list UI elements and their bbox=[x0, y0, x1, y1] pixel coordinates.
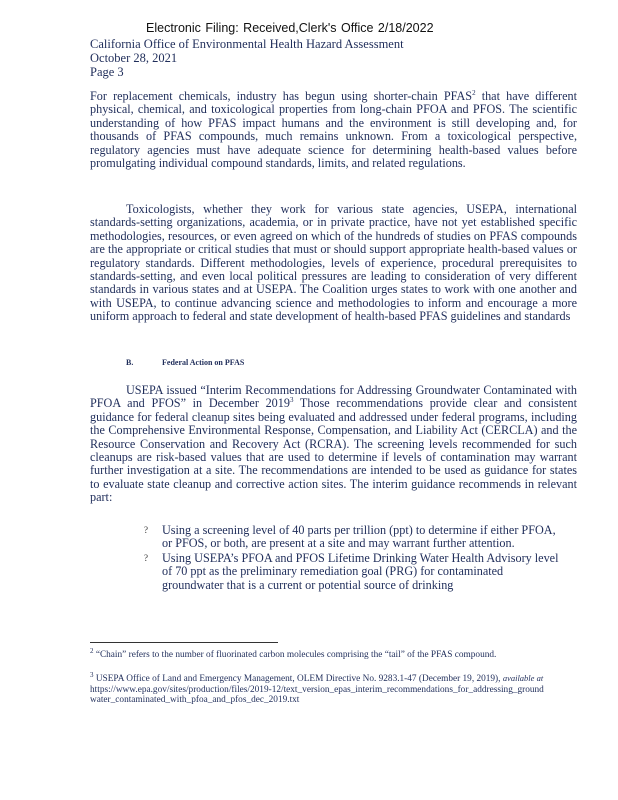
paragraph-text: USEPA issued “Interim Recommendations for Addressing Groundwater Contaminated with PFOA and PFOS” in December 2019 bbox=[90, 383, 577, 411]
paragraph-text: that have different physical, chemical, and toxicological properties from long-chain PFOA and PFOS. The scientific understanding of how PFAS impact humans and the environment is still developing and, for thousands of PFAS compounds, much remains unknown. From a toxicological perspective, regulatory agencies must have adequate science for determining health-based values before promulgating individual compound standards, limits, and related regulations. bbox=[90, 89, 578, 171]
footnote-number: 3 bbox=[90, 670, 94, 679]
letter-header bbox=[90, 37, 404, 79]
bullet-marker: ? bbox=[144, 552, 148, 563]
section-title: Federal Action on PFAS bbox=[162, 358, 245, 367]
paragraph-usepa-interim bbox=[90, 384, 577, 505]
footnote-3 bbox=[90, 670, 545, 706]
footnote-url-link[interactable]: https://www.epa.gov/sites/production/files/2019-12/text_version_epas_interim_recommendations_for_addressing_groundwater_contaminated_with_pfoa_and_pfos_dec_2019.txt bbox=[90, 684, 544, 706]
footnote-text: “Chain” refers to the number of fluorinated carbon molecules comprising the “tail” of the PFAS compound. bbox=[93, 650, 497, 660]
list-item-text: Using USEPA’s PFOA and PFOS Lifetime Drinking Water Health Advisory level of 70 ppt as the preliminary remediation goal (PRG) for contaminated groundwater that is a current or potential source of drinking bbox=[162, 550, 559, 592]
footnote-divider bbox=[90, 642, 278, 643]
paragraph-text: For replacement chemicals, industry has begun using shorter-chain PFAS bbox=[90, 89, 473, 103]
paragraph-replacement-chemicals bbox=[90, 90, 577, 170]
bullet-marker: ? bbox=[144, 525, 148, 535]
footnote-available-at: available at bbox=[502, 673, 544, 683]
section-heading bbox=[126, 358, 244, 367]
footnote-text: USEPA Office of Land and Emergency Management, OLEM Directive No. 9283.1-47 (December 19, 2019), bbox=[93, 674, 503, 684]
paragraph-text: Those recommendations provide clear and consistent guidance for federal cleanup sites being evaluated and addressed under federal programs, including the Comprehensive Environmental Response, Compensation, and Liability Act (CERCLA) and the Resource Conservation and Recovery Act (RCRA). The screening levels recommended for such cleanups are risk-based values that are used to determine if levels of contamination may warrant further investigation at a site. The recommendations are intended to be used as guidance for states to evaluate state cleanup and corrective action sites. The interim guidance recommends in relevant part: bbox=[90, 396, 577, 505]
date-line: October 28, 2021 bbox=[90, 51, 178, 65]
list-item bbox=[144, 524, 564, 551]
list-item bbox=[144, 552, 564, 592]
footnote-ref-3[interactable]: 3 bbox=[289, 396, 294, 405]
paragraph-toxicologists: Toxicologists, whether they work for various state agencies, USEPA, international standards-setting organizations, academia, or in private practice, have not yet established specific methodologies, resources, or even agreed on which of the hundreds of studies on PFAS compounds are the appropriate or critical studies that must or should support appropriate health-based values or regulatory standards. Different methodologies, levels of experience, procedural prerequisites to standards-setting, and even local political pressures are leading to consideration of very different standards in various states and at USEPA. The Coalition urges states to work with one another and with USEPA, to continue advancing science and methodologies to inform and encourage a more uniform approach to federal and state development of health-based PFAS guidelines and standards bbox=[90, 202, 577, 324]
footnote-2 bbox=[90, 646, 545, 661]
footnote-number: 2 bbox=[90, 646, 94, 655]
filing-stamp: Electronic Filing: Received,Clerk's Office 2/18/2022 bbox=[146, 21, 434, 35]
section-letter: B. bbox=[126, 358, 134, 367]
list-item-text: Using a screening level of 40 parts per trillion (ppt) to determine if either PFOA, or PFOS, or both, are present at a site and may warrant further attention. bbox=[162, 523, 556, 551]
footnote-ref-2[interactable]: 2 bbox=[472, 88, 476, 97]
recipient-line: California Office of Environmental Health Hazard Assessment bbox=[90, 37, 404, 51]
page-number: Page 3 bbox=[90, 65, 124, 79]
recommendation-list bbox=[144, 524, 564, 593]
